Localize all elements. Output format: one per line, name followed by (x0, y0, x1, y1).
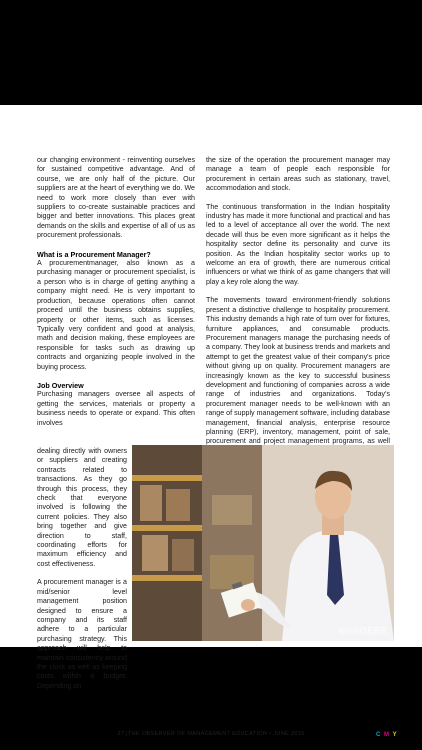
photo-illustration (132, 445, 394, 641)
page-footer: 37 |THE OBSERVER OF MANAGEMENT EDUCATION • JUNE 2016 (117, 731, 305, 737)
paragraph: dealing directly with owners or suppliers and creating contracts related to transactions. As they go through this process, they check that everyone involved is following the current policies. They also bring together and give direction to staff, coordinating efforts for maximum efficiency and cost effectiveness. (37, 447, 127, 568)
right-column (206, 156, 390, 465)
paragraph: A procurement manager is a mid/senior level management position designed to ensure a company and its staff adhere to a particular purchasing strategy. This approach will help to maintain consistency around the clock as well as keeping costs within a budget. Depending on (37, 578, 127, 690)
paragraph: Purchasing managers oversee all aspects of getting the services, materials or property a business needs to operate or expand. This often involves (37, 390, 195, 427)
cmyk-k: K (400, 732, 406, 738)
warehouse-manager-photo (132, 445, 394, 641)
cmyk-marks (376, 732, 406, 738)
cmyk-c: C (376, 732, 382, 738)
cmyk-y: Y (392, 732, 398, 738)
paragraph: The continuous transformation in the Indian hospitality industry has made it more functional and practical and has led to a level of acceptance all over the world. The next decade will thus be even more significant as it helps the hospitality sector define its personality and curve its position. As the Indian hospitality sector works up to welcome an era of growth, there are numerous critical influencers or what we think of as game changers that will play a key role along the way. (206, 202, 390, 286)
section-heading: What is a Procurement Manager? (37, 249, 151, 259)
paragraph: our changing environment - reinventing ourselves for sustained competitive advantage. And of course, we are only half of the picture. Our suppliers are at the heart of everything we do. We need to work more closely than ever with suppliers to co-create sustainable practices and bigger and better innovations. This places great demands on the skills and expertise of all of us as procurement professionals. (37, 156, 195, 240)
left-column (37, 156, 195, 437)
cmyk-m: M (384, 732, 391, 738)
registration-plus-icon: + (413, 729, 419, 739)
magazine-page (0, 105, 422, 739)
section-heading: Job Overview (37, 380, 84, 390)
narrow-column (37, 447, 127, 700)
photo-watermark: wiseGEEK (337, 626, 388, 637)
paragraph: the size of the operation the procurement manager may manage a team of people each responsible for procurement in certain areas such as stationary, travel, accommodation and stock. (206, 156, 390, 193)
paragraph: A procurementmanager, also known as a purchasing manager or procurement specialist, is a person who is in charge of getting anything a company might need. He is very important to production, because operations often cannot proceed until the business obtains supplies, property or other items, such as licenses. Typically very confident and good at analysis, math and decision making, these employees are responsible for tasks such as drawing up contracts and organizing people involved in the buying process. (37, 259, 195, 371)
paragraph: The movements toward environment-friendly solutions present a distinctive challenge to hospitality procurement. This industry demands a high rate of turn over for fixtures, furniture appliances, and consumable products. Procurement managers manage the purchasing needs of a company. They look at business trends and markets and attempt to get the greatest value of their company's price without giving up on quality. Procurement managers are increasingly known as the key to successful business development and functioning of companies across a wide range of industries and organizations. Today's procurement manager needs to be well-known with an range of supply management software, including database management, financial analysis, enterprise resource planning (ERP), inventory, management, point of sale, procurement and project management programs, as well (206, 296, 390, 446)
